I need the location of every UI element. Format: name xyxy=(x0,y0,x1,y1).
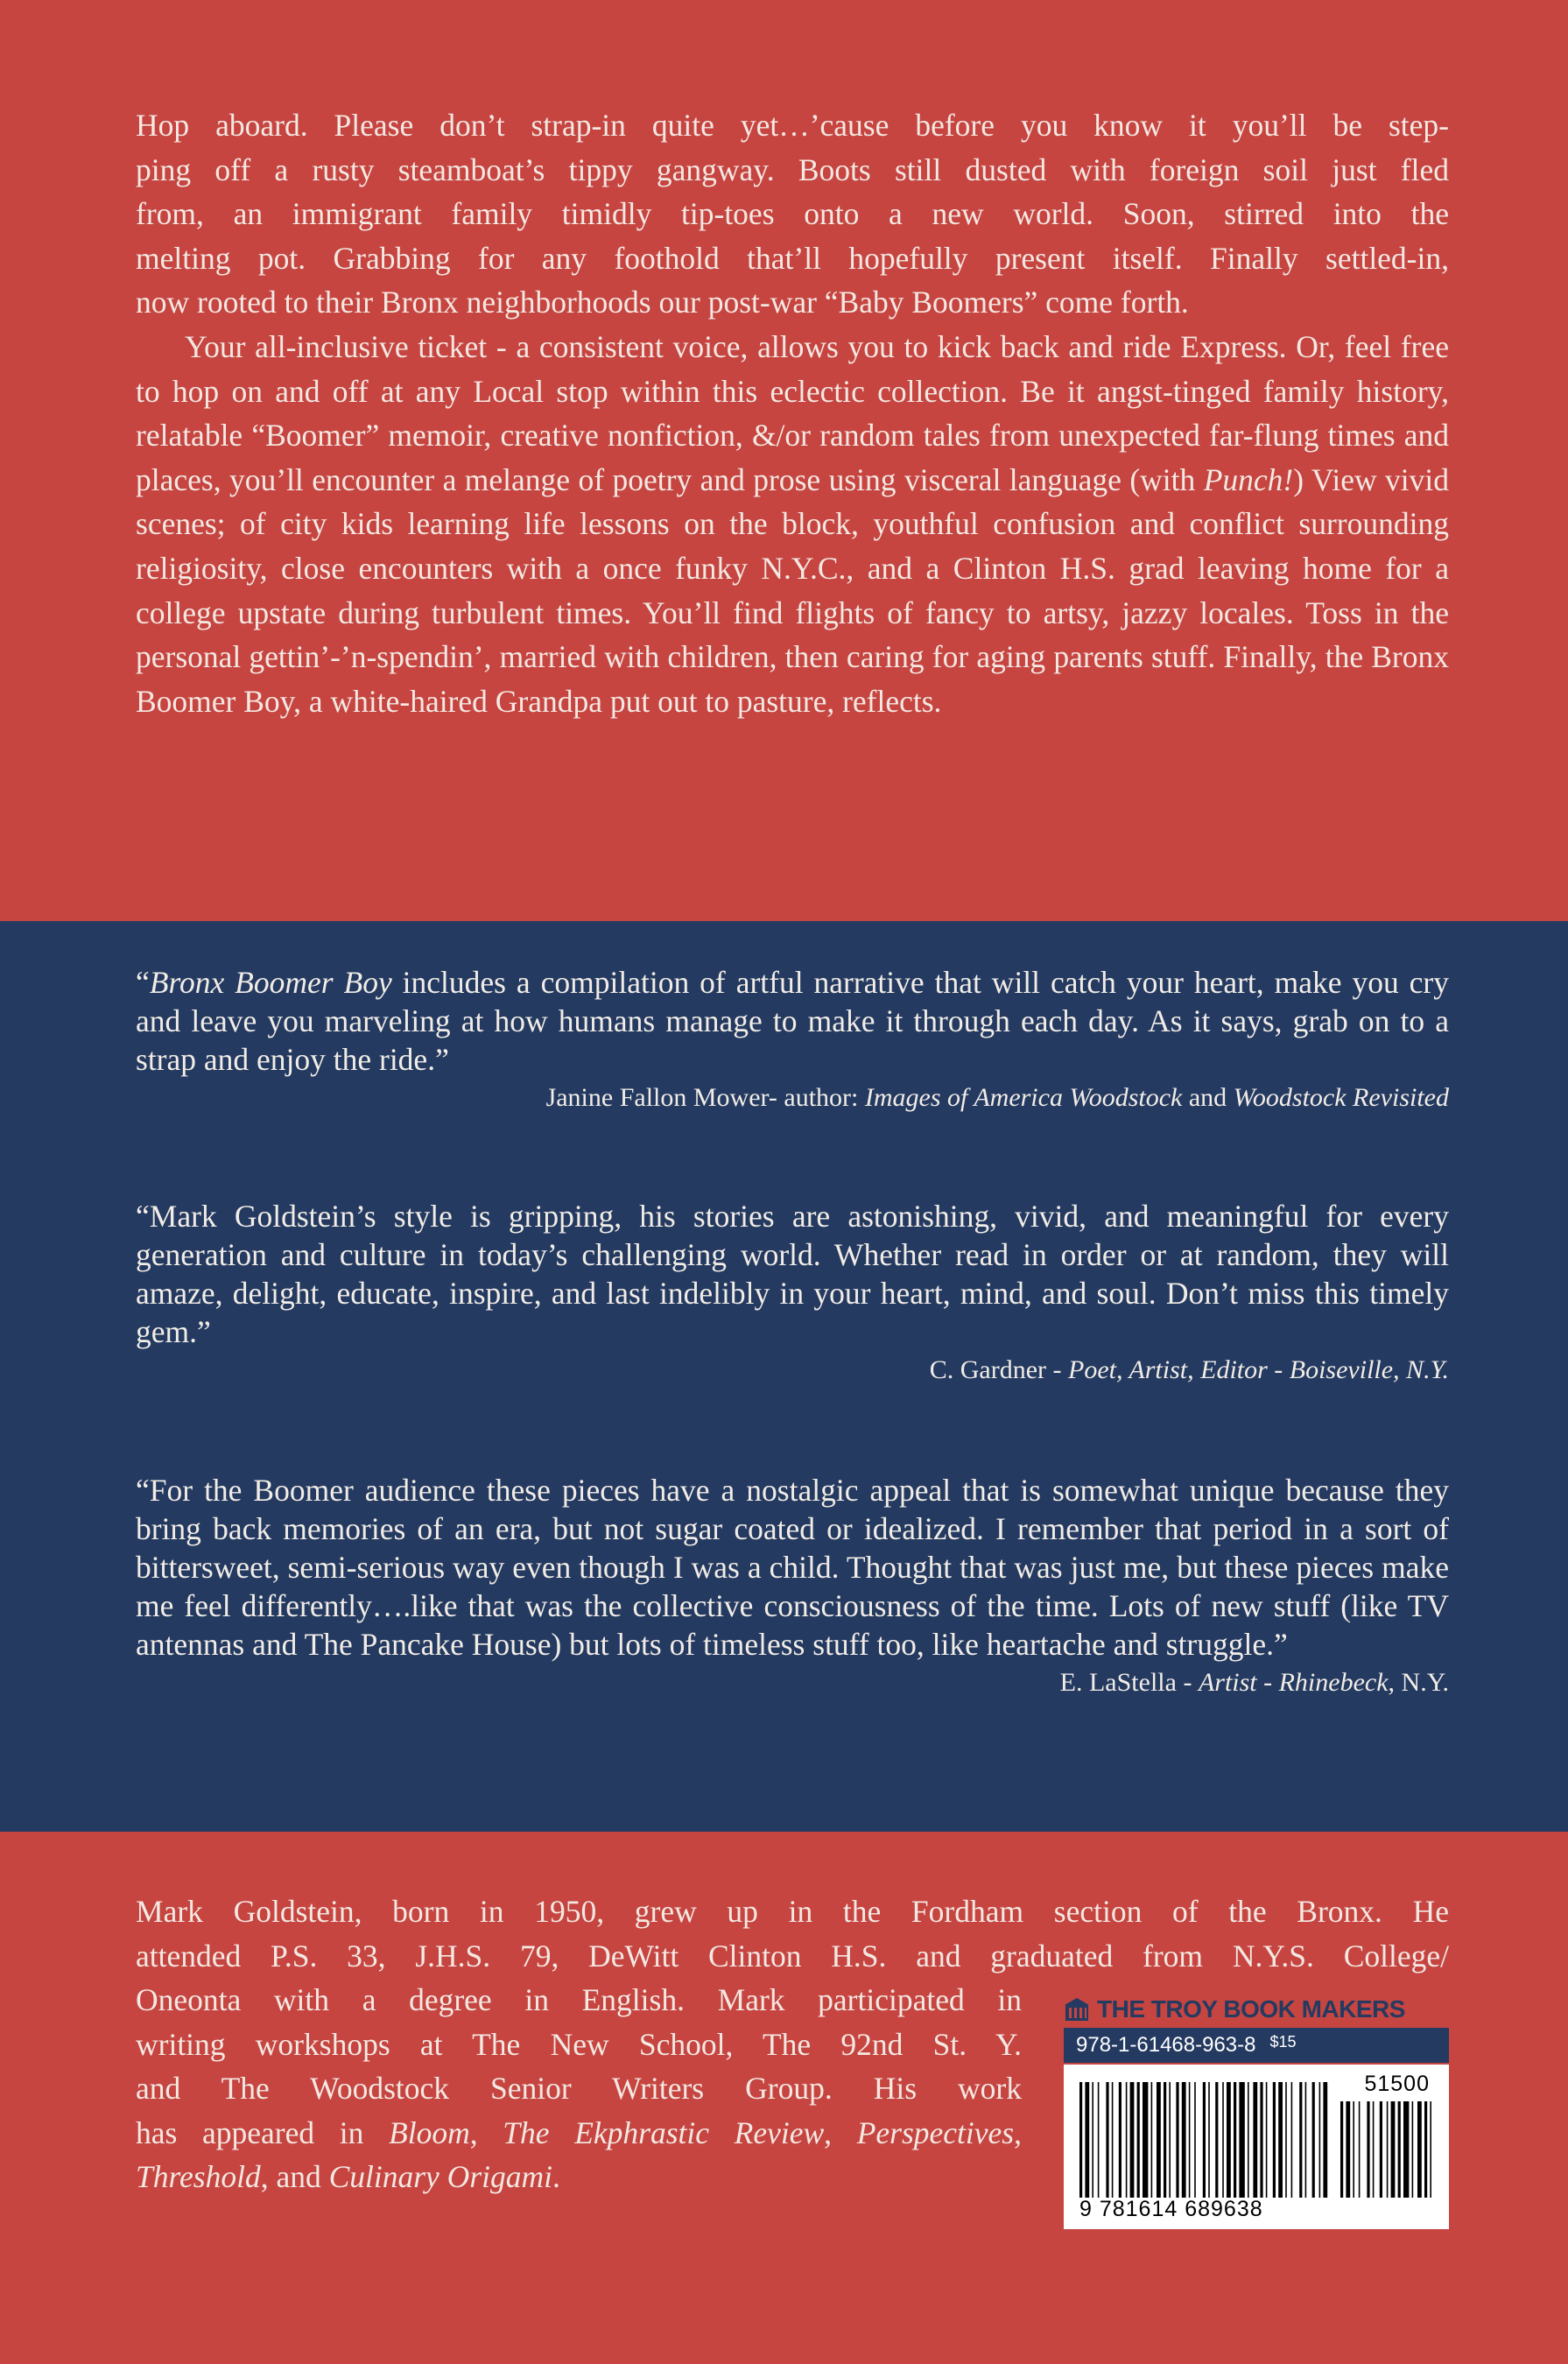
barcode-bar xyxy=(1403,2101,1409,2198)
barcode-bar xyxy=(1137,2082,1140,2198)
quote-text: “Mark Goldstein’s style is gripping, his stories are astonishing, vivid, and meaningful for every generation and culture in today’s challenging world. Whether read in order or at random, they will amaze, delight, educate, inspire, and last indelibly in your heart, mind, and soul. Don’t miss this timely gem.” xyxy=(136,1199,1449,1349)
barcode xyxy=(1064,2065,1449,2229)
blurb-emphasis: Punch! xyxy=(1203,461,1294,497)
barcode-bar xyxy=(1253,2082,1257,2198)
barcode-bar xyxy=(1291,2082,1293,2198)
bio-line xyxy=(136,2111,1022,2156)
attribution-conj: and xyxy=(1182,1083,1234,1112)
barcode-bar xyxy=(1085,2082,1089,2198)
barcode-bar xyxy=(1194,2082,1196,2198)
quote-text: “For the Boomer audience these pieces have a nostalgic appeal that is somewhat unique because they bring back memories of an era, but not sugar coated or idealized. I remember that period in a sort of bittersweet, semi-serious way even though I was a child. Thought that was just me, but these pieces make me feel differently….like that was the collective consciousness of the time. Lots of new stuff (like TV antennas and The Pancake House) but lots of timeless stuff too, like heartache and struggle.” xyxy=(136,1473,1449,1662)
testimonial-3 xyxy=(136,1471,1449,1700)
quote-attribution xyxy=(136,1353,1449,1388)
barcode-bar xyxy=(1305,2082,1307,2198)
barcode-bar xyxy=(1312,2082,1315,2198)
barcode-bar xyxy=(1266,2082,1268,2198)
testimonials-band xyxy=(0,921,1568,1832)
publisher-name: THE TROY BOOK MAKERS xyxy=(1097,1995,1405,2023)
barcode-bar xyxy=(1387,2101,1389,2198)
barcode-bar xyxy=(1417,2101,1422,2198)
blurb-line: ping off a rusty steamboat’s tippy gangway. Boots still dusted with foreign soil just fled xyxy=(136,151,1449,187)
bio-line: writing workshops at The New School, The 92nd St. Y. xyxy=(136,2026,1022,2062)
attribution-book: Woodstock Revisited xyxy=(1233,1083,1449,1112)
bio-line: Oneonta with a degree in English. Mark participated in xyxy=(136,1982,1022,2017)
testimonial-2 xyxy=(136,1197,1449,1388)
barcode-bar xyxy=(1373,2101,1375,2198)
barcode-bar xyxy=(1248,2082,1249,2198)
barcode-bar xyxy=(1119,2082,1122,2198)
quote-attribution xyxy=(136,1665,1449,1700)
barcode-bar xyxy=(1222,2082,1224,2198)
isbn-number: 978-1-61468-963-8 xyxy=(1076,2033,1256,2057)
book-title: Bronx Boomer Boy xyxy=(149,965,392,1000)
barcode-bar xyxy=(1157,2082,1161,2198)
bio-text: has appeared in xyxy=(136,2114,390,2150)
quote-open: “ xyxy=(136,965,150,1000)
barcode-bar xyxy=(1098,2082,1100,2198)
attribution-role: Poet, Artist, Editor - Boiseville, N.Y. xyxy=(1068,1355,1449,1384)
testimonial-1 xyxy=(136,963,1449,1115)
barcode-bar xyxy=(1126,2082,1128,2198)
bio-line xyxy=(136,2155,1022,2199)
barcode-bar xyxy=(1319,2082,1321,2198)
barcode-bar xyxy=(1278,2082,1283,2198)
barcode-bar xyxy=(1164,2082,1166,2198)
bio-text: , and xyxy=(260,2159,329,2195)
quote-attribution xyxy=(136,1080,1449,1115)
building-icon xyxy=(1064,1996,1090,2023)
attribution-name: C. Gardner - xyxy=(929,1355,1068,1384)
barcode-bar xyxy=(1189,2082,1191,2198)
attribution-book: Images of America Woodstock xyxy=(864,1083,1183,1112)
bio-text: . xyxy=(552,2159,560,2195)
barcode-digits: 9 781614 689638 xyxy=(1079,2197,1263,2221)
attribution-name: E. LaStella - xyxy=(1059,1668,1199,1697)
attribution-name: Janine Fallon Mower- author: xyxy=(545,1083,865,1112)
barcode-bar xyxy=(1130,2082,1135,2198)
barcode-bar xyxy=(1285,2082,1287,2198)
attribution-place: , N.Y. xyxy=(1388,1668,1449,1697)
barcode-bar xyxy=(1260,2082,1262,2198)
author-bio-top xyxy=(136,1889,1449,1978)
publisher-logo xyxy=(1064,1993,1449,2026)
bio-line: attended P.S. 33, J.H.S. 79, DeWitt Clinton H.S. and graduated from N.Y.S. College/ xyxy=(136,1938,1449,1974)
barcode-bar xyxy=(1092,2082,1093,2198)
barcode-bar xyxy=(1143,2082,1148,2198)
publication-title: Culinary Origami xyxy=(328,2159,552,2195)
blurb-line: melting pot. Grabbing for any foothold that’ll hopefully present itself. Finally settled-in, xyxy=(136,240,1449,276)
publication-title: Perspectives xyxy=(856,2114,1015,2150)
barcode-bar xyxy=(1323,2082,1327,2198)
barcode-bar xyxy=(1299,2082,1302,2198)
isbn-price-bar xyxy=(1064,2028,1449,2063)
bio-text: , xyxy=(469,2114,503,2150)
barcode-bar xyxy=(1106,2082,1108,2198)
barcode-bar xyxy=(1430,2101,1431,2198)
blurb-text: ) View vivid scenes; of city kids learning life lessons on the block, youthful confusion and conflict surrounding religiosity, close encounters with a once funky N.Y.C., and a Clinton H.S. grad leaving home for a college upstate during turbulent times. You’ll find flights of fancy to artsy, jazzy locales. Toss in the personal gettin’-’n-spendin’, married with children, then caring for aging parents stuff. Finally, the Bronx Boomer Boy, a white-haired Grandpa put out to pasture, reflects. xyxy=(136,461,1449,719)
barcode-bar xyxy=(1340,2101,1343,2198)
publication-title: The Ekphrastic Review xyxy=(503,2114,825,2150)
publication-title: Bloom xyxy=(389,2114,470,2150)
barcode-bar xyxy=(1424,2101,1427,2198)
barcode-bar xyxy=(1182,2082,1186,2198)
barcode-bar xyxy=(1367,2101,1369,2198)
blurb-text: Your all-inclusive ticket - a consistent voice, allows you to kick back and ride Express. Or, feel free to hop on and off at any Local stop within this eclectic collection. Be it angst-tinged family history, relatable “Boomer” memoir, creative nonfiction, &/or random tales from unexpected far-flung times and places, you’ll encounter a melange of poetry and prose using visceral language (with xyxy=(136,328,1449,497)
barcode-bar xyxy=(1353,2101,1354,2198)
barcode-bar xyxy=(1380,2101,1382,2198)
quote-body: includes a compilation of artful narrative that will catch your heart, make you cry and leave you marveling at how humans manage to make it through each day. As it says, grab on to a strap and enjoy the ride.” xyxy=(136,965,1449,1077)
attribution-role: Artist - Rhinebeck xyxy=(1198,1668,1389,1697)
barcode-bar xyxy=(1234,2082,1236,2198)
barcode-bar xyxy=(1079,2082,1082,2198)
barcode-bar xyxy=(1412,2101,1414,2198)
cover-blurb xyxy=(136,103,1449,723)
barcode-bar xyxy=(1176,2082,1178,2198)
barcode-bar xyxy=(1346,2101,1350,2198)
blurb-line: Hop aboard. Please don’t strap-in quite yet…’cause before you know it you’ll be step- xyxy=(136,108,1449,143)
price-label: $15 xyxy=(1269,2032,1297,2051)
blurb-paragraph-1 xyxy=(136,103,1449,325)
barcode-price-code: 51500 xyxy=(1364,2072,1430,2096)
barcode-bar xyxy=(1203,2082,1206,2198)
bio-line: and The Woodstock Senior Writers Group. His work xyxy=(136,2071,1022,2107)
barcode-bar xyxy=(1112,2082,1114,2198)
author-bio-left xyxy=(136,1978,1022,2199)
barcode-bar xyxy=(1239,2082,1244,2198)
barcode-bar xyxy=(1273,2082,1276,2198)
barcode-bar xyxy=(1215,2082,1218,2198)
blurb-line: from, an immigrant family timidly tip-toes onto a new world. Soon, stirred into the xyxy=(136,196,1449,232)
quote-text xyxy=(136,963,1449,1079)
bio-text: , xyxy=(1014,2114,1022,2150)
barcode-bar xyxy=(1227,2082,1231,2198)
bio-text: , xyxy=(824,2114,857,2150)
barcode-bar xyxy=(1398,2101,1401,2198)
blurb-line: now rooted to their Bronx neighborhoods our post-war “Baby Boomers” come forth. xyxy=(136,285,1189,320)
barcode-bar xyxy=(1208,2082,1210,2198)
barcode-bar xyxy=(1151,2082,1153,2198)
publication-title: Threshold xyxy=(136,2159,261,2195)
barcode-bar xyxy=(1169,2082,1171,2198)
barcode-bar xyxy=(1391,2101,1396,2198)
bio-line: Mark Goldstein, born in 1950, grew up in the Fordham section of the Bronx. He xyxy=(136,1894,1449,1929)
barcode-bar xyxy=(1359,2101,1361,2198)
blurb-paragraph-2 xyxy=(136,325,1449,723)
